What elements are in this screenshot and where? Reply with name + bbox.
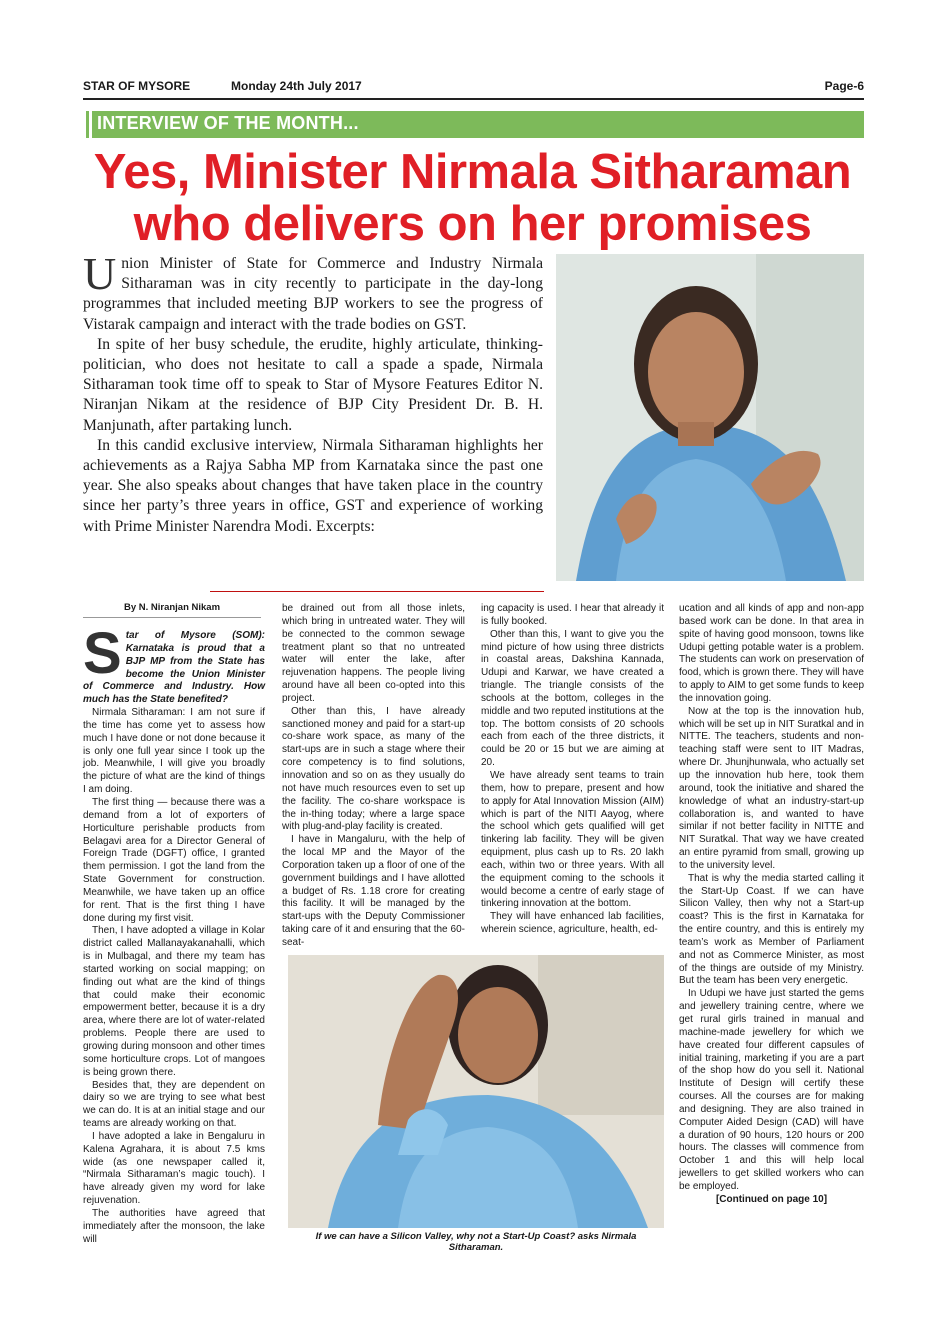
col4-paragraph-1: ucation and all kinds of app and non-app based work can be done. In that area in spite of having good monsoon, towns like Udupi getting potable water is a problem. The students can work on preservation of food, which is grown there. They will have to apply to AIM to get some funds to keep the innovation going.	[679, 603, 864, 704]
byline-rule	[83, 617, 261, 618]
intro-paragraph-1	[83, 248, 543, 335]
question-text: tar of Mysore (SOM): Karnataka is proud that a BJP MP from the State has become the Union Minister of Commerce and Industry. How much has the State benefited?	[83, 630, 265, 706]
banner-accent-inner	[86, 111, 89, 138]
photo-caption: If we can have a Silicon Valley, why not a Start-Up Coast? asks Nirmala Sitharaman.	[315, 1231, 637, 1253]
col2-paragraph-3: I have in Mangaluru, with the help of the local MP and the Mayor of the Corporation taken up a floor of one of the government buildings and I have allotted a budget of Rs. 1.18 crore for creating this facility. It will be managed by the start-ups with the Deputy Commissioner taking care of it and ensuring that the 60-seat-	[282, 834, 465, 948]
intro-paragraph-2: In spite of her busy schedule, the erudite, highly articulate, thinking-politician, who does not hesitate to call a spade a spade, Nirmala Sitharaman took time off to speak to Star of Mysore Features Editor N. Niranjan Nikam at the residence of BJP City President Dr. B. H. Manjunath, after partaking lunch.	[83, 335, 543, 434]
column-4	[679, 603, 864, 1207]
question-paragraph	[83, 621, 265, 707]
col2-paragraph-2: Other than this, I have already sanctioned money and paid for a start-up co-share work space, as many of the start-ups are in such a stage where their core competency is to find solutions, innovation and so on as they usually do not have much resources even to set up the facility. The co-share workspace is the in-thing today; where a large space with plug-and-play facility is created.	[282, 705, 465, 833]
section-banner	[83, 111, 864, 138]
col1-paragraph-6: The authorities have agreed that immediately after the monsoon, the lake will	[83, 1207, 265, 1245]
intro-text	[83, 248, 543, 537]
intro-paragraph-3: In this candid exclusive interview, Nirmala Sitharaman highlights her achievements as a Rajya Sabha MP from Karnataka since the past one year. She also speaks about changes that have taken place in the country since her party’s three years in office, GST and experience of working with Prime Minister Narendra Modi. Excerpts:	[83, 436, 543, 535]
column-1	[83, 621, 265, 1247]
col4-paragraph-2: Now at the top is the innovation hub, which will be set up in NIT Suratkal and in NITTE. The teachers, students and non-teaching staff were sent to IIT Madras, where Dr. Jhunjhunwala, who actually set up the innovation hub here, took them around, took the initiative and shared the knowledge of what an industry-start-up collaboration is, and wanted to have similar if not better facility in NITTE and NIT Suratkal. That way we have created an entire pyramid from small, growing up to the university level.	[679, 705, 864, 871]
col2-paragraph-1: be drained out from all those inlets, which bring in untreated water. They will be connected to the common sewage treatment plant so that no untreated water will enter the lake, after rejuvenation happens. The people living around have all been co-opted into this project.	[282, 603, 465, 704]
col3-paragraph-3: We have already sent teams to train them, how to prepare, present and how to apply for Atal Innovation Mission (AIM) which is part of the NITI Aayog, where the school which gets qualified will get tinkering lab facility. They will be given equipment, plus cash up to Rs. 20 lakh each, within two or three years. With all the equipment coming to the schools it would become a centre of early stage of tinkering innovation at the bottom.	[481, 769, 664, 910]
issue-date: Monday 24th July 2017	[231, 79, 362, 93]
question-drop-cap: S	[83, 621, 122, 686]
interview-photo	[288, 955, 664, 1228]
col3-paragraph-4: They will have enhanced lab facilities, wherein science, agriculture, health, ed-	[481, 911, 664, 936]
col1-paragraph-1: Nirmala Sitharaman: I am not sure if the time has come yet to assess how much I have done or not done because it is only one full year since I took up the job. Meanwhile, I will give you broadly the picture of what are the kind of things I am doing.	[83, 707, 265, 796]
col1-paragraph-4: Besides that, they are dependent on dairy so we are trying to see what best we can do. It is at an initial stage and our teams are already working on that.	[83, 1079, 265, 1130]
continued-note: [Continued on page 10]	[715, 1193, 828, 1205]
col3-paragraph-1: ing capacity is used. I hear that already it is fully booked.	[481, 603, 664, 627]
headline-line-2: who delivers on her promises	[133, 197, 812, 251]
col4-paragraph-3: That is why the media started calling it the Start-Up Coast. If we can have Silicon Valley, then why not a Start-up coast? This is the first in Karnataka for the entire country, and this is entirely my team’s work as Member of Parliament and not as Commerce Minister, as most of the things are outside of my Ministry. But the team has been very energetic.	[679, 872, 864, 987]
column-2	[282, 603, 465, 950]
col1-paragraph-5: I have adopted a lake in Bengaluru in Kalena Agrahara, it is about 7.5 kms wide (as one newspaper called it, “Nirmala Sitharaman’s magic touch). I have already given my word for lake rejuvenation.	[83, 1130, 265, 1207]
intro-p1: nion Minister of State for Commerce and Industry Nirmala Sitharaman was in city recently to participate in the day-long programmes that included meeting BJP workers to see the progress of Vistarak campaign and interact with the trade bodies on GST.	[83, 255, 543, 333]
portrait-photo-art	[556, 254, 864, 581]
col1-paragraph-3: Then, I have adopted a village in Kolar district called Mallanayakanahalli, which is in Mulbagal, and there my team has started working on social mapping; on finding out what are the kind of things that could make their economic empowerment better, because it is a dry area, where there are lot of water-related problems. People there are used to growing during monsoon and other times some horticulture crops. Lot of mangoes is being grown there.	[83, 925, 265, 1078]
portrait-photo	[556, 254, 864, 581]
intro-drop-cap: U	[83, 248, 117, 299]
publication-name: STAR OF MYSORE	[83, 79, 191, 93]
page-number: Page-6	[824, 79, 864, 93]
interview-photo-art	[288, 955, 664, 1228]
page-header	[83, 79, 864, 97]
intro-end-rule	[210, 591, 544, 592]
col4-paragraph-4: In Udupi we have just started the gems and jewellery training centre, where we get rural girls trained in manual and machine-made jewellery for which we have created four different capsules of initial training, marketing if you are a part of the shop how do you sell it. National Institute of Design will certify these courses. All the courses are for making and designing. They are also trained in Computer Aided Design (CAD) will have a duration of 90 hours, 120 hours or 200 hours. The classes will commence from October 1 and this will help local jewellers to get skilled workers who can be employed.	[679, 988, 864, 1192]
column-3	[481, 603, 664, 937]
col3-paragraph-2: Other than this, I want to give you the mind picture of how using three districts in coastal areas, Dakshina Kannada, Udupi and Karwar, we have created a triangle. The triangle consists of the schools at the bottom, colleges in the middle and two reputed institutions at the top. The bottom consists of 20 schools each from each of the three districts, it could be 20 or 15 but we are aiming at 20.	[481, 628, 664, 769]
banner-label: INTERVIEW OF THE MONTH...	[97, 113, 359, 133]
col1-paragraph-2: The first thing — because there was a demand from a lot of exporters of Horticulture perishable products from Belagavi area for a Director General of Foreign Trade (DGFT) office, I granted them permission. I got the land from the State Government for construction. Meanwhile, we have taken up an office for rent. That is the first thing I have done during my first visit.	[83, 796, 265, 924]
header-rule	[83, 98, 864, 100]
headline-line-1: Yes, Minister Nirmala Sitharaman	[93, 145, 852, 199]
byline: By N. Niranjan Nikam	[123, 602, 221, 613]
